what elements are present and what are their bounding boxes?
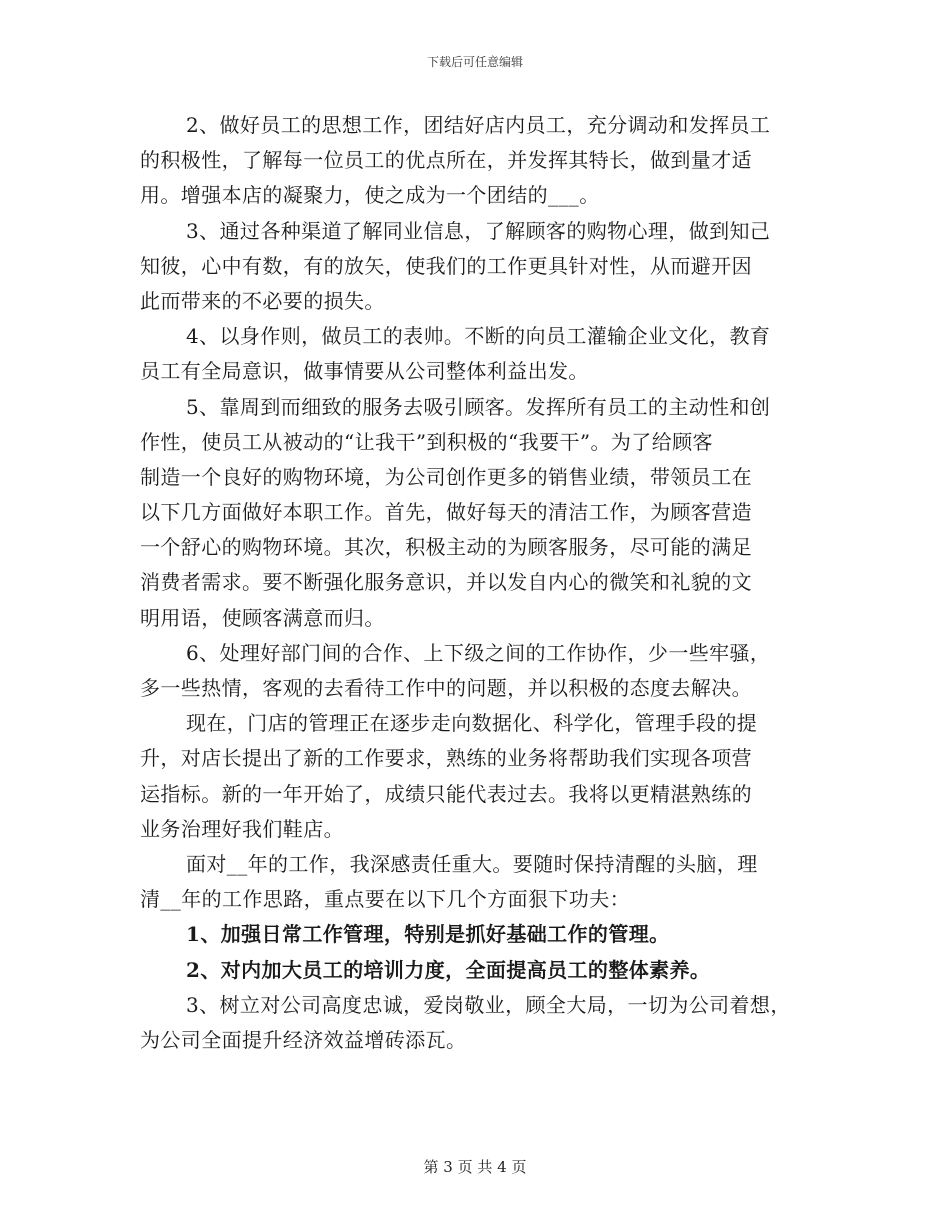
text-line: 业务治理好我们鞋店。 xyxy=(140,816,344,841)
text-line: 4、以身作则，做员工的表帅。不断的向员工灌输企业文化，教育 xyxy=(186,324,771,349)
text-line: 制造一个良好的购物环境，为公司创作更多的销售业绩，带领员工在 xyxy=(140,464,752,489)
text-line: 3、树立对公司高度忠诚，爱岗敬业，顾全大局，一切为公司着想， xyxy=(186,992,791,1017)
text-line: 清__年的工作思路，重点要在以下几个方面狠下功夫： xyxy=(140,887,630,912)
text-line: 面对__年的工作，我深感责任重大。要随时保持清醒的头脑，理 xyxy=(186,851,758,876)
text-line: 消费者需求。要不断强化服务意识，并以发自内心的微笑和礼貌的文 xyxy=(140,570,752,595)
text-line: 一个舒心的购物环境。其次，积极主动的为顾客服务，尽可能的满足 xyxy=(140,535,752,560)
text-line: 为公司全面提升经济效益增砖添瓦。 xyxy=(140,1027,467,1052)
text-line: 的积极性，了解每一位员工的优点所在，并发挥其特长，做到量才适 xyxy=(140,148,752,173)
text-line: 明用语，使顾客满意而归。 xyxy=(140,605,385,630)
text-line: 5、靠周到而细致的服务去吸引顾客。发挥所有员工的主动性和创 xyxy=(186,394,771,419)
text-line: 多一些热情，客观的去看待工作中的问题，并以积极的态度去解决。 xyxy=(140,676,752,700)
text-line: 知彼，心中有数，有的放矢，使我们的工作更具针对性，从而避开因 xyxy=(140,253,752,278)
text-line: 2、做好员工的思想工作，团结好店内员工，充分调动和发挥员工 xyxy=(186,113,771,137)
page-header: 下载后可任意编辑 xyxy=(426,55,523,69)
page-footer: 第 3 页 共 4 页 xyxy=(423,1158,527,1176)
text-line: 6、处理好部门间的合作、上下级之间的工作协作，少一些牢骚， xyxy=(186,640,771,665)
document-body xyxy=(140,108,812,1058)
text-line: 3、通过各种渠道了解同业信息，了解顾客的购物心理，做到知己 xyxy=(186,218,771,243)
text-line: 此而带来的不必要的损失。 xyxy=(140,288,385,313)
text-line: 员工有全局意识，做事情要从公司整体利益出发。 xyxy=(140,359,589,384)
text-line: 作性，使员工从被动的“让我干”到积极的“我要干”。为了给顾客 xyxy=(140,429,713,454)
text-line: 现在，门店的管理正在逐步走向数据化、科学化，管理手段的提 xyxy=(186,711,758,736)
text-line: 1、加强日常工作管理，特别是抓好基础工作的管理。 xyxy=(186,922,670,947)
text-line: 升，对店长提出了新的工作要求，熟练的业务将帮助我们实现各项营 xyxy=(140,746,752,771)
text-line: 以下几方面做好本职工作。首先，做好每天的清洁工作，为顾客营造 xyxy=(140,500,752,525)
text-line: 运指标。新的一年开始了，成绩只能代表过去。我将以更精湛熟练的 xyxy=(140,781,752,806)
text-line: 2、对内加大员工的培训力度，全面提高员工的整体素养。 xyxy=(186,957,711,982)
text-line: 用。增强本店的凝聚力，使之成为一个团结的___。 xyxy=(140,183,600,208)
